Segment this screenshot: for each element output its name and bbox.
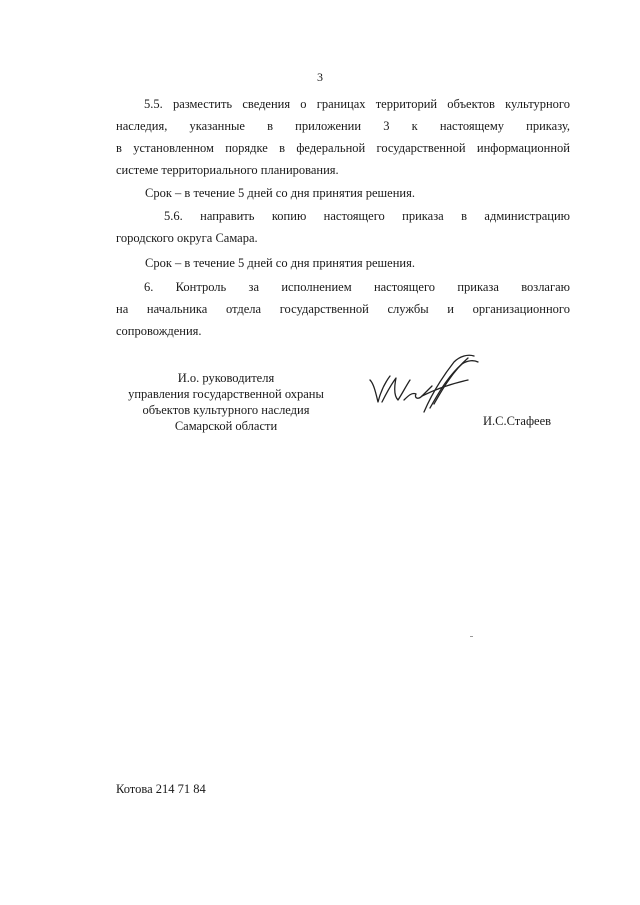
clause-5-5-line-2: наследия, указанные в приложении 3 к настоящему приказу, — [116, 119, 570, 133]
signer-name: И.С.Стафеев — [483, 414, 552, 428]
scan-artifact — [470, 636, 473, 637]
clause-5-5-line-1: 5.5. разместить сведения о границах территорий объектов культурного — [144, 97, 570, 111]
clause-5-6-line-1: 5.6. направить копию настоящего приказа в администрацию — [164, 209, 570, 223]
deadline-2: Срок – в течение 5 дней со дня принятия решения. — [145, 256, 415, 270]
clause-5-6 — [116, 205, 570, 249]
signatory-line-3: объектов культурного наследия — [142, 403, 310, 417]
clause-5-6-line-2: городского округа Самара. — [116, 231, 258, 245]
clause-5-5 — [116, 93, 570, 181]
clause-6-line-1: 6. Контроль за исполнением настоящего приказа возлагаю — [144, 280, 570, 294]
clause-5-5-line-3: в установленном порядке в федеральной государственной информационной — [116, 141, 570, 155]
clause-5-5-line-4: системе территориального планирования. — [116, 163, 339, 177]
signatory-line-4: Самарской области — [174, 419, 278, 433]
page-number: 3 — [317, 70, 323, 84]
contact-info: Котова 214 71 84 — [116, 782, 206, 796]
clause-6-line-3: сопровождения. — [116, 324, 202, 338]
clause-6-line-2: на начальника отдела государственной службы и организационного — [116, 302, 570, 316]
clause-6 — [116, 276, 570, 342]
deadline-1: Срок – в течение 5 дней со дня принятия решения. — [145, 186, 415, 200]
signatory-line-1: И.о. руководителя — [177, 371, 275, 385]
signatory-line-2: управления государственной охраны — [128, 387, 324, 401]
signatory-title — [116, 370, 336, 434]
handwritten-signature — [364, 350, 484, 420]
